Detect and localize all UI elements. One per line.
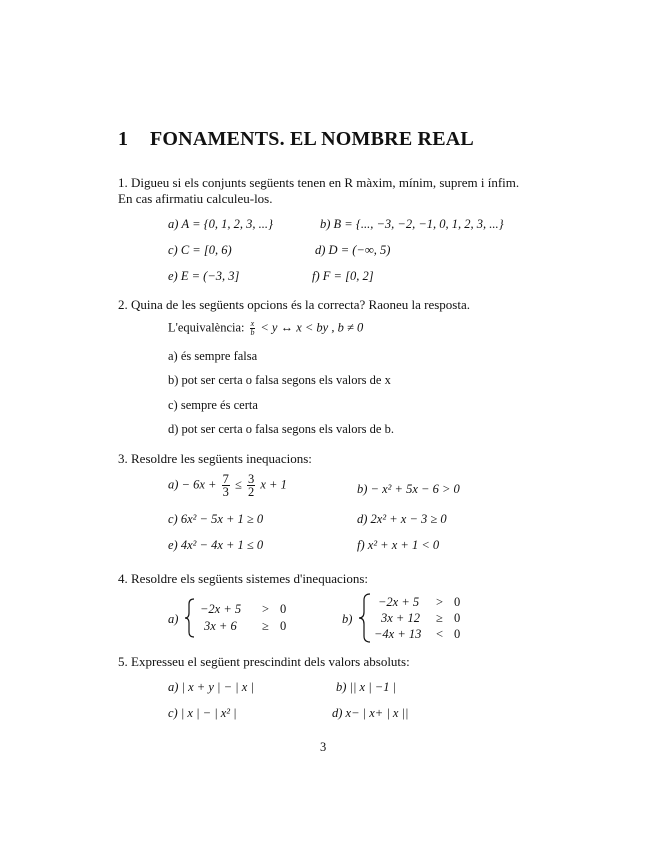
item-expr: | x | − | x² |: [180, 706, 237, 720]
fraction-denominator: 2: [247, 485, 255, 499]
fraction-numerator: 3: [247, 472, 255, 486]
exercise1-item-c: [168, 243, 232, 258]
exercise2-intro: 2. Quina de les següents opcions és la correcta? Raoneu la resposta.: [118, 297, 470, 312]
item-expr-part1: − 6x +: [181, 477, 217, 492]
system-a-row-2: [204, 618, 286, 635]
item-label: b): [357, 482, 368, 496]
exercise1-intro-line2: En cas afirmatiu calculeu-los.: [118, 191, 273, 206]
item-expr: F = [0, 2]: [322, 269, 374, 283]
exercise2-equivalence: [168, 320, 363, 337]
item-expr: − x² + 5x − 6 > 0: [370, 482, 460, 496]
item-expr: || x | −1 |: [349, 680, 397, 694]
item-label: d): [332, 706, 343, 720]
row-lhs: −2x + 5: [200, 602, 242, 616]
item-expr: 2x² + x − 3 ≥ 0: [370, 512, 447, 526]
exercise2-option-c: c) sempre és certa: [168, 398, 258, 412]
system-b-brace: [358, 593, 372, 643]
row-rhs: 0: [280, 619, 287, 633]
system-b-row-3: [374, 626, 460, 643]
exercise3-item-b: [357, 482, 460, 497]
exercise2-option-d: d) pot ser certa o falsa segons els valors de b.: [168, 422, 394, 436]
section-title-text: FONAMENTS. EL NOMBRE REAL: [150, 128, 474, 150]
exercise5-item-b: [336, 680, 396, 695]
exercise1-item-d: [315, 243, 390, 258]
row-op: <: [436, 627, 444, 641]
row-op: ≥: [262, 619, 269, 633]
row-rhs: 0: [280, 602, 287, 616]
system-b-row-1: [378, 594, 460, 611]
row-lhs: −4x + 13: [374, 627, 422, 641]
item-label: e): [168, 269, 178, 283]
item-label: a): [168, 680, 179, 694]
item-expr: A = {0, 1, 2, 3, ...}: [181, 217, 274, 231]
item-label: f): [312, 269, 320, 283]
exercise3-item-c: [168, 512, 263, 527]
section-title: [118, 128, 474, 151]
exercise5-item-d: [332, 706, 408, 721]
item-expr: E = (−3, 3]: [180, 269, 240, 283]
system-b-row-2: [381, 610, 460, 627]
exercise1-item-e: [168, 269, 239, 284]
item-expr: 6x² − 5x + 1 ≥ 0: [180, 512, 264, 526]
row-op: ≥: [436, 611, 443, 625]
exercise3-item-d: [357, 512, 447, 527]
system-a-brace: [184, 598, 196, 638]
row-op: >: [436, 595, 444, 609]
item-label: c): [168, 243, 178, 257]
equivalence-fraction: [250, 320, 256, 337]
row-op: >: [262, 602, 270, 616]
system-b-label: b): [342, 612, 353, 626]
equivalence-label: L'equivalència:: [168, 320, 245, 335]
system-a-label: a): [168, 612, 179, 626]
item-expr-part2: ≤: [234, 477, 242, 492]
item-expr: x² + x + 1 < 0: [367, 538, 440, 552]
exercise1-item-a: [168, 217, 273, 232]
fraction-3-2: [247, 473, 255, 498]
exercise3-item-a: [168, 473, 287, 498]
section-number: 1: [118, 128, 129, 150]
item-label: a): [168, 217, 179, 231]
item-label: c): [168, 706, 178, 720]
equivalence-rest: < y ↔ x < by , b ≠ 0: [260, 320, 364, 335]
item-label: b): [320, 217, 331, 231]
exercise1-item-b: [320, 217, 504, 232]
page-number: 3: [320, 740, 327, 754]
exercise3-item-e: [168, 538, 263, 553]
item-expr: D = (−∞, 5): [328, 243, 391, 257]
item-label: e): [168, 538, 178, 552]
item-label: c): [168, 512, 178, 526]
exercise1-item-f: [312, 269, 374, 284]
exercise3-item-f: [357, 538, 439, 553]
item-expr: C = [0, 6): [180, 243, 232, 257]
fraction-denominator: b: [250, 328, 255, 337]
system-a-row-1: [200, 601, 286, 618]
item-label: d): [357, 512, 368, 526]
exercise1-intro-line1: 1. Digueu si els conjunts següents tenen en R màxim, mínim, suprem i ínfim.: [118, 175, 520, 190]
exercise5-item-c: [168, 706, 237, 721]
fraction-denominator: 3: [222, 485, 229, 499]
item-label: d): [315, 243, 326, 257]
row-lhs: 3x + 12: [381, 611, 420, 625]
item-label: a): [168, 477, 179, 492]
fraction-7-3: [222, 473, 230, 498]
exercise2-option-b: b) pot ser certa o falsa segons els valors de x: [168, 373, 391, 387]
row-rhs: 0: [454, 595, 461, 609]
item-expr: x− | x+ | x ||: [345, 706, 409, 720]
exercise4-intro: 4. Resoldre els següents sistemes d'inequacions:: [118, 571, 369, 586]
row-rhs: 0: [454, 627, 461, 641]
item-expr-part3: x + 1: [260, 477, 287, 492]
item-expr: | x + y | − | x |: [181, 680, 254, 694]
item-expr: B = {..., −3, −2, −1, 0, 1, 2, 3, ...}: [333, 217, 504, 231]
item-label: f): [357, 538, 365, 552]
item-expr: 4x² − 4x + 1 ≤ 0: [180, 538, 264, 552]
row-lhs: 3x + 6: [204, 619, 237, 633]
exercise2-option-a: a) és sempre falsa: [168, 349, 258, 363]
row-lhs: −2x + 5: [378, 595, 420, 609]
exercise5-item-a: [168, 680, 254, 695]
fraction-numerator: x: [250, 319, 255, 328]
exercise5-intro: 5. Expresseu el següent prescindint dels valors absoluts:: [118, 654, 410, 669]
fraction-numerator: 7: [222, 472, 229, 486]
exercise3-intro: 3. Resoldre les següents inequacions:: [118, 451, 312, 466]
row-rhs: 0: [454, 611, 461, 625]
item-label: b): [336, 680, 347, 694]
